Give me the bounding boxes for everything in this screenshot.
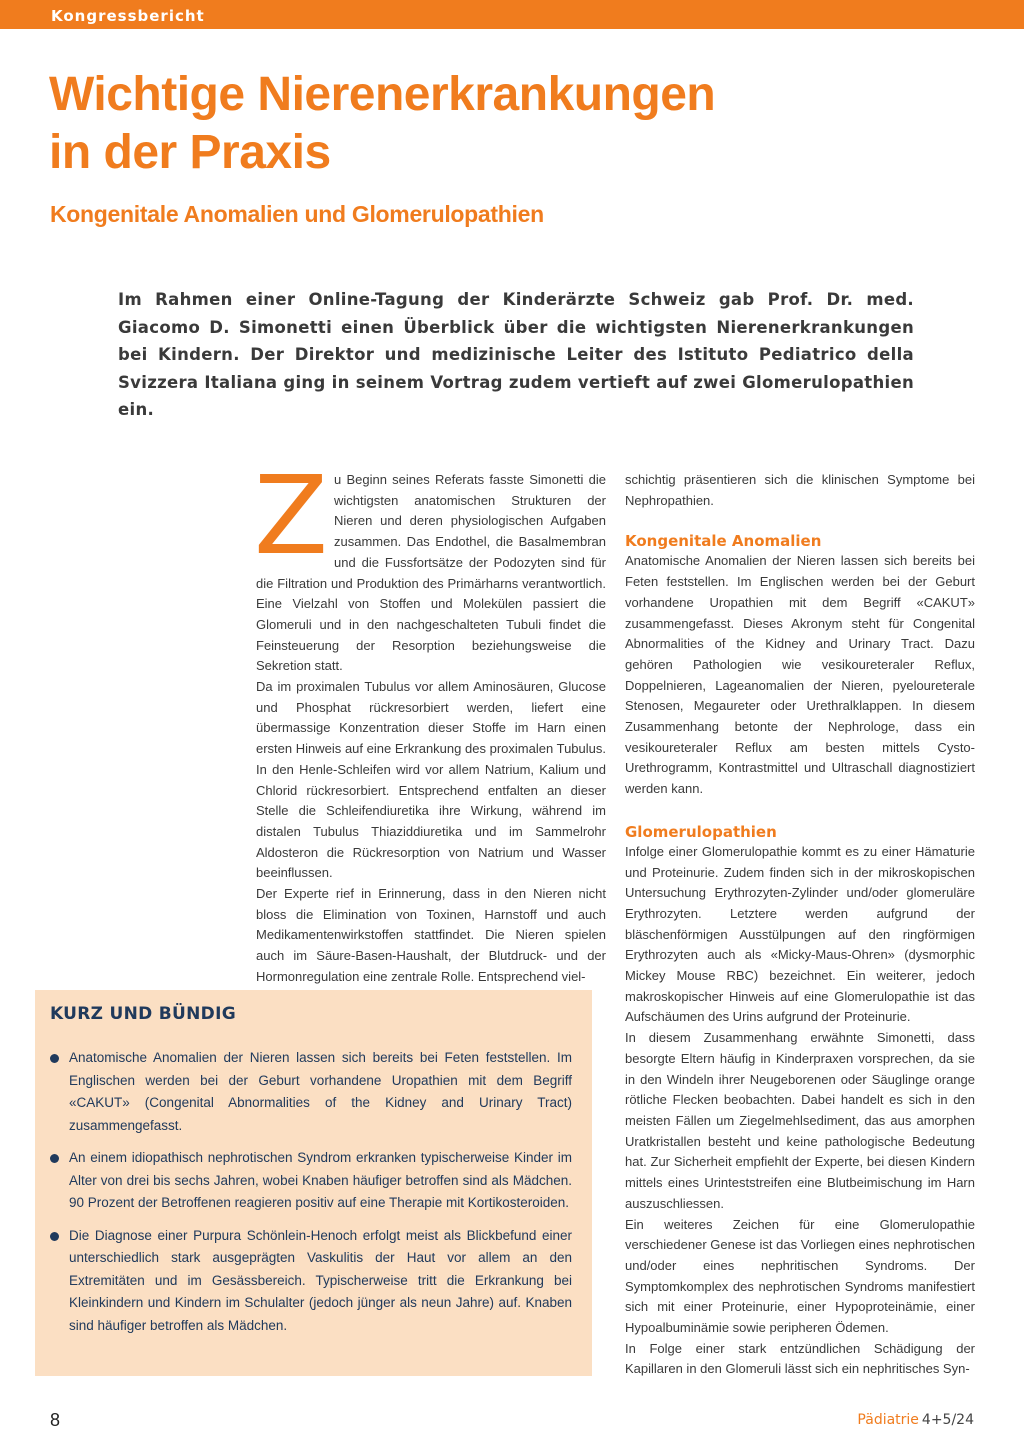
article-title-line-2: in der Praxis — [49, 126, 331, 179]
body-paragraph: Ein weiteres Zeichen für eine Glomerulopathie verschiedener Genese ist das Vorliegen eines nephrotischen und/oder eines nephritischen Syndroms. Der Symptomkomplex des nephrotischen Syndroms manifestiert sich mit einer Proteinurie, einer Hypoproteinämie, einer Hypoalbuminämie sowie peripheren Ödemen. — [625, 1216, 975, 1336]
body-paragraph: Infolge einer Glomerulopathie kommt es zu einer Hämaturie und Proteinurie. Zudem finden sich in der mikroskopischen Untersuchung Erythrozyten-Zylinder und/oder glomeruläre Erythrozyten. Letztere werden aufgrund der bläschenförmigen Ausstülpungen auf den ringförmigen Erythrozyten auch als «Micky-Maus-Ohren» (dysmorphic Mickey Mouse RBC) bezeichnet. Ein weiterer, jedoch makroskopischer Hinweis auf eine Glomerulopathie ist das Aufschäumen des Urins aufgrund der Proteinurie. — [625, 843, 975, 1025]
bullet-icon — [50, 1054, 59, 1063]
body-paragraph: In Folge einer stark entzündlichen Schädigung der Kapillaren in den Glomeruli lässt sich ein nephritisches Syn- — [625, 1340, 975, 1377]
page-number: 8 — [50, 1410, 61, 1430]
bullet-icon — [50, 1154, 59, 1163]
summary-list-item — [50, 1047, 572, 1137]
body-paragraph: In diesem Zusammenhang erwähnte Simonetti, dass besorgte Eltern häufig in Kinderpraxen vorsprechen, da sie in den Windeln ihrer Neugeborenen oder Säuglinge orange rötliche Flecken beobachten. Dabei handelt es sich in den meisten Fällen um Ziegelmehlsediment, das aus amorphen Uratkristallen besteht und keine pathologische Bedeutung hat. Zur Sicherheit empfiehlt der Experte, bei diesen Kindern mittels eines Urinteststreifen eine Blutbeimischung im Harn auszuschliessen. — [625, 1030, 975, 1211]
summary-list-item — [50, 1147, 572, 1215]
section-heading-glomerulopathien: Glomerulopathien — [625, 822, 777, 841]
body-paragraph: Der Experte rief in Erinnerung, dass in den Nieren nicht bloss die Elimination von Toxinen, Harnstoff und auch Medikamentenwirkstoffen stattfindet. Die Nieren spielen auch im Säure-Basen-Haushalt, der Blutdruck- und der Hormonregulation eine zentrale Rolle. Entsprechend viel- — [256, 886, 606, 984]
summary-box-title: KURZ UND BÜNDIG — [50, 1004, 236, 1024]
body-paragraph: Anatomische Anomalien der Nieren lassen sich bereits bei Feten feststellen. Im Englischen werden bei der Geburt vorhandene Uropathien mit dem Begriff «CAKUT» zusammengefasst. Dieses Akronym steht für Congenital Abnormalities of the Kidney and Urinary Tract. Dazu gehören Pathologien wie vesikoureteraler Reflux, Doppelnieren, Lageanomalien der Nieren, pyeloureterale Stenosen, Megaureter oder Urethralklappen. In diesem Zusammenhang betonte der Nephrologe, dass ein vesikoureteraler Reflux am besten mittels Cysto-Urethrogramm, Kontrastmittel und Ultraschall diagnostiziert werden kann. — [625, 553, 975, 797]
article-title — [49, 66, 715, 182]
journal-name: Pädiatrie — [857, 1412, 919, 1428]
summary-box — [35, 990, 592, 1376]
summary-list-item — [50, 1225, 572, 1338]
bullet-icon — [50, 1232, 59, 1241]
body-paragraph: schichtig präsentieren sich die klinischen Symptome bei Nephropathien. — [625, 472, 975, 508]
text-column-right — [625, 470, 975, 1380]
journal-footer — [857, 1412, 974, 1428]
article-title-line-1: Wichtige Nierenerkrankungen — [49, 68, 716, 121]
summary-list — [50, 1047, 572, 1347]
summary-item-text: Anatomische Anomalien der Nieren lassen sich bereits bei Feten feststellen. Im Englischen werden bei der Geburt vorhandene Uropathien mit dem Begriff «CAKUT» (Congenital Abnormalities of the Kidney and Urinary Tract) zusammengefasst. — [69, 1050, 572, 1133]
journal-issue: 4+5/24 — [921, 1412, 974, 1428]
summary-item-text: An einem idiopathisch nephrotischen Syndrom erkranken typischerweise Kinder im Alter von drei bis sechs Jahren, wobei Knaben häufiger betroffen sind als Mädchen. 90 Prozent der Betroffenen reagieren positiv auf eine Therapie mit Kortikosteroiden. — [69, 1150, 572, 1210]
article-lead: Im Rahmen einer Online-Tagung der Kinderärzte Schweiz gab Prof. Dr. med. Giacomo D. Simonetti einen Überblick über die wichtigsten Nierenerkrankungen bei Kindern. Der Direktor und medizinische Leiter des Istituto Pediatrico della Svizzera Italiana ging in seinem Vortrag zudem vertieft auf zwei Glomerulopathien ein. — [118, 290, 914, 419]
section-heading-kongenitale: Kongenitale Anomalien — [625, 532, 822, 551]
section-header-bar — [0, 0, 1024, 29]
article-subtitle: Kongenitale Anomalien und Glomerulopathien — [50, 201, 544, 227]
body-paragraph: u Beginn seines Referats fasste Simonetti die wichtigsten anatomischen Strukturen der Nieren und deren physiologischen Aufgaben zusammen. Das Endothel, die Basalmembran und die Fussfortsätze der Podozyten sind für die Filtration und Produktion des Primärharns verantwortlich. Eine Vielzahl von Stoffen und Molekülen passiert die Glomeruli und in den nachgeschalteten Tubuli findet die Feinsteuerung der Resorption beziehungsweise die Sekretion statt. — [256, 472, 606, 674]
body-paragraph: Da im proximalen Tubulus vor allem Aminosäuren, Glucose und Phosphat rückresorbiert werden, liefert eine übermassige Konzentration dieser Stoffe im Harn einen ersten Hinweis auf eine Erkrankung des proximalen Tubulus. In den Henle-Schleifen wird vor allem Natrium, Kalium und Chlorid rückresorbiert. Entsprechend entfalten an dieser Stelle die Schleifendiuretika ihre Wirkung, während im distalen Tubulus Thiaziddiuretika und im Sammelrohr Aldosteron die Rückresorption von Natrium und Wasser beeinflussen. — [256, 679, 606, 881]
drop-cap: Z — [254, 454, 328, 579]
section-label: Kongressbericht — [51, 7, 205, 25]
summary-item-text: Die Diagnose einer Purpura Schönlein-Henoch erfolgt meist als Blickbefund einer unterschiedlich stark ausgeprägten Vaskulitis der Haut vor allem an den Extremitäten und im Gesässbereich. Typischerweise tritt die Erkrankung bei Kleinkindern und Kindern im Schulalter (jedoch jünger als neun Jahre) auf. Knaben sind häufiger betroffen als Mädchen. — [69, 1227, 572, 1333]
text-column-left — [254, 454, 606, 988]
